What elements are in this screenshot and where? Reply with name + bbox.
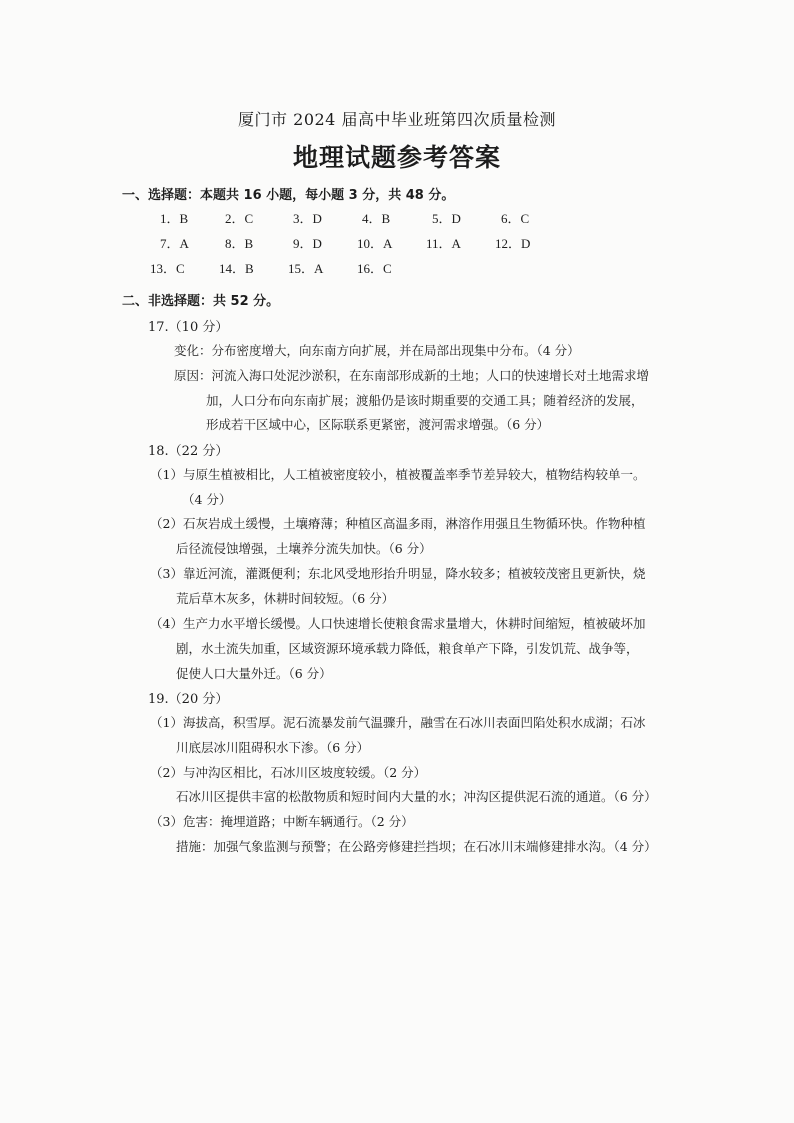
answer-7: 7．A (160, 236, 189, 251)
page-title: 地理试题参考答案 (292, 143, 501, 172)
answer-6: 6．C (501, 211, 530, 226)
q18-line: （4）生产力水平增长缓慢。人口快速增长使粮食需求量增大，休耕时间缩短，植被破坏加 (150, 616, 646, 631)
answer-1: 1．B (160, 211, 189, 226)
answer-5: 5．D (432, 211, 461, 226)
answer-row-1 (0, 208, 794, 228)
answer-15: 15．A (288, 261, 324, 276)
answer-10: 10．A (357, 236, 393, 251)
q19-line: 石冰川区提供丰富的松散物质和短时间内大量的水；冲沟区提供泥石流的通道。（6 分） (176, 789, 657, 804)
q17-heading: 17.（10 分） (148, 320, 229, 335)
answer-4: 4．B (362, 211, 391, 226)
answer-3: 3．D (293, 211, 322, 226)
answer-16: 16．C (357, 261, 392, 276)
answer-13: 13．C (150, 261, 185, 276)
answer-11: 11．A (426, 236, 461, 251)
q19-line: （3）危害：掩埋道路；中断车辆通行。（2 分） (150, 814, 414, 829)
q19-line: 措施：加强气象监测与预警；在公路旁修建拦挡坝；在石冰川末端修建排水沟。（4 分） (176, 839, 657, 854)
q18-line: （2）石灰岩成土缓慢，土壤瘠薄；种植区高温多雨，淋溶作用强且生物循环快。作物种植 (150, 516, 646, 531)
q18-line: （4 分） (182, 492, 232, 507)
answer-row-3 (0, 258, 794, 278)
q19-line: 川底层冰川阻碍积水下渗。（6 分） (176, 740, 370, 755)
section-choice-title: 一、选择题：本题共 16 小题，每小题 3 分，共 48 分。 (122, 188, 455, 203)
q19-line: （2）与冲沟区相比，石冰川区坡度较缓。（2 分） (150, 765, 427, 780)
q18-line: 促使人口大量外迁。（6 分） (176, 666, 332, 681)
q19-line: （1）海拔高，积雪厚。泥石流暴发前气温骤升，融雪在石冰川表面凹陷处积水成湖；石冰 (150, 715, 646, 730)
exam-title: 厦门市 2024 届高中毕业班第四次质量检测 (238, 110, 556, 129)
answer-row-2 (0, 233, 794, 253)
q17-line: 原因：河流入海口处泥沙淤积，在东南部形成新的土地；人口的快速增长对土地需求增 (174, 368, 650, 383)
q17-line: 加，人口分布向东南扩展；渡船仍是该时期重要的交通工具；随着经济的发展， (206, 393, 644, 408)
answer-9: 9．D (293, 236, 322, 251)
q18-line: 后径流侵蚀增强，土壤养分流失加快。（6 分） (176, 541, 432, 556)
answer-8: 8．B (225, 236, 254, 251)
q18-heading: 18.（22 分） (148, 444, 229, 459)
section-nonchoice-title: 二、非选择题：共 52 分。 (122, 294, 280, 309)
answer-12: 12．D (495, 236, 531, 251)
q18-line: 荒后草木灰多，休耕时间较短。（6 分） (176, 591, 395, 606)
q17-line: 变化：分布密度增大，向东南方向扩展，并在局部出现集中分布。（4 分） (174, 343, 580, 358)
q18-line: （1）与原生植被相比，人工植被密度较小，植被覆盖率季节差异较大，植物结构较单一。 (150, 467, 646, 482)
q18-line: 剧，水土流失加重，区域资源环境承载力降低，粮食单产下降，引发饥荒、战争等， (176, 641, 639, 656)
q19-heading: 19.（20 分） (148, 692, 229, 707)
answer-2: 2．C (225, 211, 254, 226)
answer-14: 14．B (219, 261, 254, 276)
q18-line: （3）靠近河流，灌溉便利；东北风受地形抬升明显，降水较多；植被较茂密且更新快，烧 (150, 566, 646, 581)
q17-line: 形成若干区域中心，区际联系更紧密，渡河需求增强。（6 分） (206, 417, 550, 432)
